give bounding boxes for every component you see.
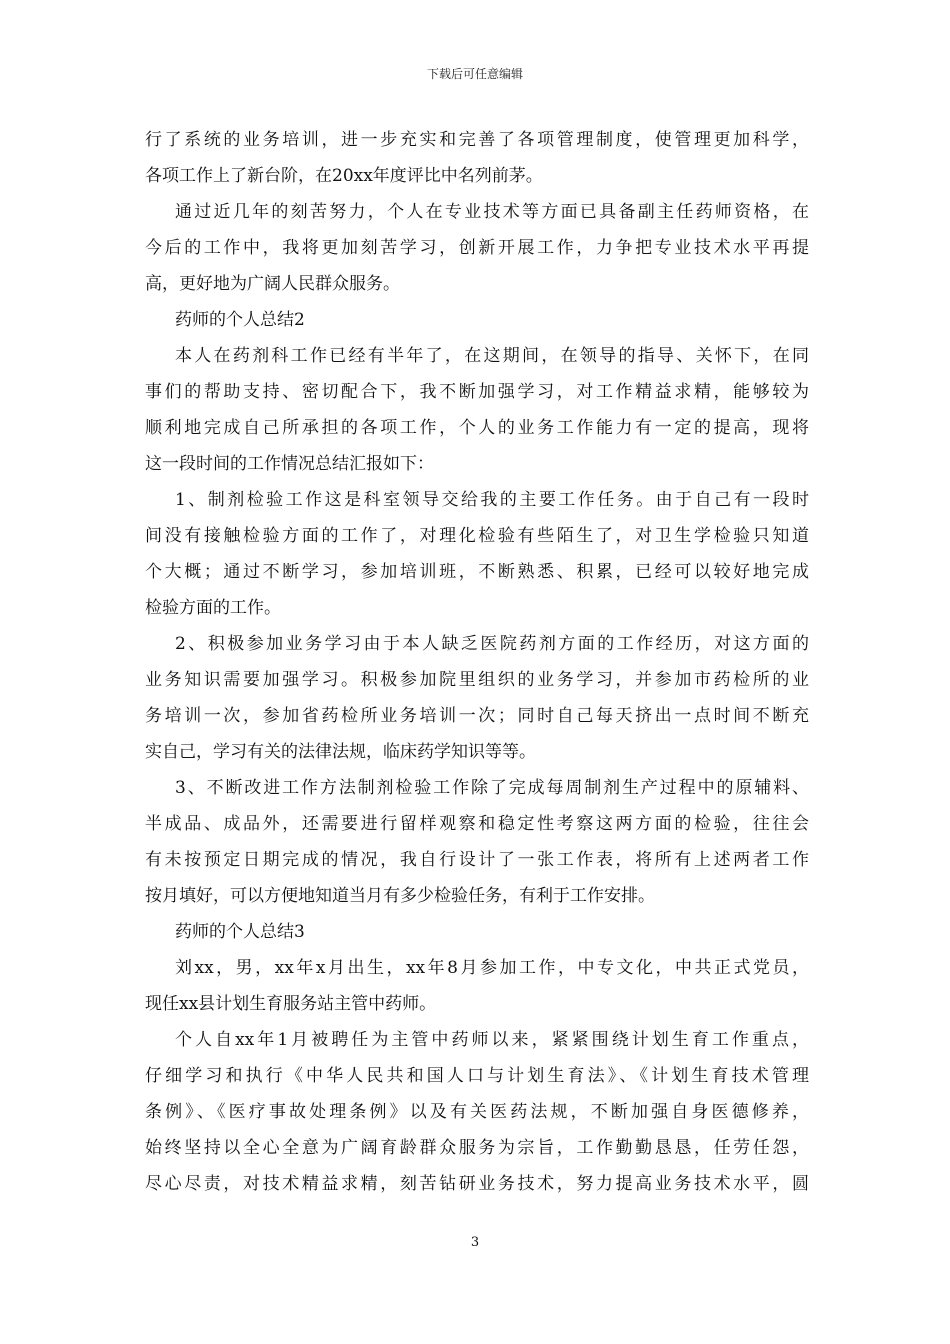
document-body	[145, 122, 809, 1202]
paragraph-line: 事们的帮助支持、密切配合下，我不断加强学习，对工作精益求精，能够较为	[145, 382, 809, 402]
paragraph-line: 间没有接触检验方面的工作了，对理化检验有些陌生了，对卫生学检验只知道	[145, 526, 809, 546]
page-number: 3	[470, 1235, 480, 1250]
paragraph-line: 个大概；通过不断学习，参加培训班，不断熟悉、积累，已经可以较好地完成	[145, 562, 809, 582]
paragraph-line: 刘xx，男，xx年x月出生，xx年8月参加工作，中专文化，中共正式党员，	[175, 958, 809, 978]
paragraph-line: 仔细学习和执行《中华人民共和国人口与计划生育法》、《计划生育技术管理	[145, 1066, 809, 1086]
section-heading: 药师的个人总结3	[175, 922, 305, 942]
paragraph-line: 顺利地完成自己所承担的各项工作，个人的业务工作能力有一定的提高，现将	[145, 418, 809, 438]
section-heading: 药师的个人总结2	[175, 310, 305, 330]
paragraph-line: 个人自xx年1月被聘任为主管中药师以来，紧紧围绕计划生育工作重点，	[175, 1030, 809, 1050]
paragraph-line: 行了系统的业务培训，进一步充实和完善了各项管理制度，使管理更加科学，	[145, 130, 809, 150]
paragraph-line: 现任xx县计划生育服务站主管中药师。	[145, 994, 437, 1014]
paragraph-line: 今后的工作中，我将更加刻苦学习，创新开展工作，力争把专业技术水平再提	[145, 238, 809, 258]
paragraph-line: 始终坚持以全心全意为广阔育龄群众服务为宗旨，工作勤勤恳恳，任劳任怨，	[145, 1138, 809, 1158]
paragraph-line: 尽心尽责，对技术精益求精，刻苦钻研业务技术，努力提高业务技术水平，圆	[145, 1174, 809, 1194]
paragraph-line: 检验方面的工作。	[145, 598, 281, 618]
page-header: 下载后可任意编辑	[426, 67, 523, 81]
paragraph-line: 这一段时间的工作情况总结汇报如下：	[145, 454, 434, 474]
paragraph-line: 实自己，学习有关的法律法规，临床药学知识等等。	[145, 742, 536, 762]
paragraph-line: 各项工作上了新台阶，在20xx年度评比中名列前茅。	[145, 166, 543, 186]
paragraph-line: 有未按预定日期完成的情况，我自行设计了一张工作表，将所有上述两者工作	[145, 850, 809, 870]
paragraph-line: 务培训一次，参加省药检所业务培训一次；同时自己每天挤出一点时间不断充	[145, 706, 809, 726]
paragraph-line: 3、不断改进工作方法制剂检验工作除了完成每周制剂生产过程中的原辅料、	[175, 778, 809, 798]
paragraph-line: 半成品、成品外，还需要进行留样观察和稳定性考察这两方面的检验，往往会	[145, 814, 809, 834]
paragraph-line: 1、制剂检验工作这是科室领导交给我的主要工作任务。由于自己有一段时	[175, 490, 809, 510]
paragraph-line: 按月填好，可以方便地知道当月有多少检验任务，有利于工作安排。	[145, 886, 655, 906]
paragraph-line: 业务知识需要加强学习。积极参加院里组织的业务学习，并参加市药检所的业	[145, 670, 809, 690]
paragraph-line: 本人在药剂科工作已经有半年了，在这期间，在领导的指导、关怀下，在同	[175, 346, 809, 366]
paragraph-line: 2、积极参加业务学习由于本人缺乏医院药剂方面的工作经历，对这方面的	[175, 634, 809, 654]
paragraph-line: 高，更好地为广阔人民群众服务。	[145, 274, 400, 294]
paragraph-line: 条例》、《医疗事故处理条例》以及有关医药法规，不断加强自身医德修养，	[145, 1102, 809, 1122]
paragraph-line: 通过近几年的刻苦努力，个人在专业技术等方面已具备副主任药师资格，在	[175, 202, 809, 222]
